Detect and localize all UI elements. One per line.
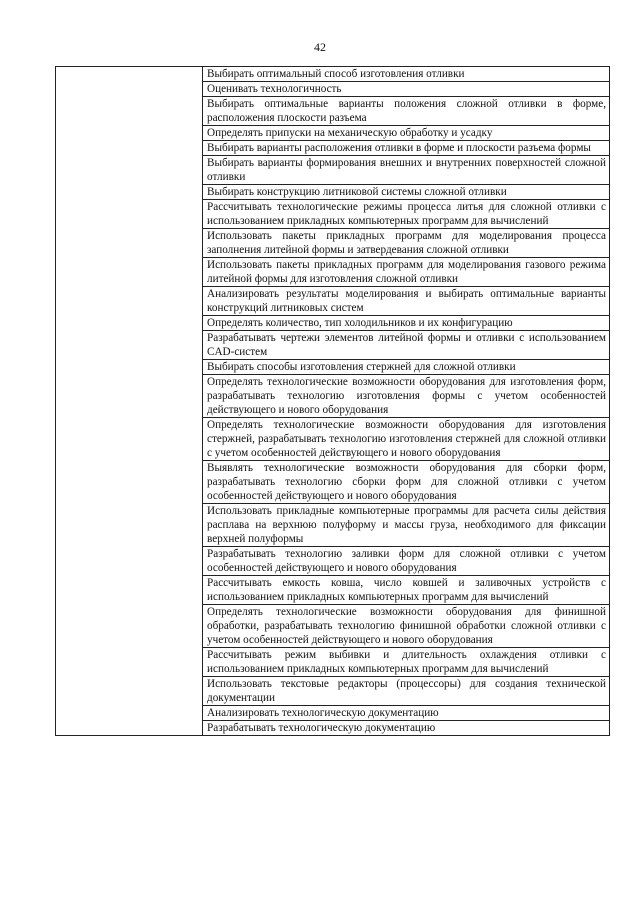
- skill-cell: Выявлять технологические возможности оборудования для сборки форм, разрабатывать технологию сборки форм для сложной отливки с учетом особенностей действующего и нового оборудования: [203, 461, 610, 504]
- skill-cell: Разрабатывать технологию заливки форм для сложной отливки с учетом особенностей действующего и нового оборудования: [203, 547, 610, 576]
- skill-cell: Выбирать оптимальные варианты положения сложной отливки в форме, расположения плоскости разъема: [203, 97, 610, 126]
- table-row: [56, 67, 610, 82]
- table-left-cell: [56, 67, 203, 736]
- skills-table: [55, 66, 610, 736]
- skill-cell: Использовать текстовые редакторы (процессоры) для создания технической документации: [203, 677, 610, 706]
- skill-cell: Анализировать технологическую документацию: [203, 706, 610, 721]
- skill-cell: Рассчитывать режим выбивки и длительность охлаждения отливки с использованием прикладных компьютерных программ для вычислений: [203, 648, 610, 677]
- skill-cell: Анализировать результаты моделирования и выбирать оптимальные варианты конструкций литниковых систем: [203, 287, 610, 316]
- skill-cell: Определять технологические возможности оборудования для финишной обработки, разрабатывать технологию финишной обработки сложной отливки с учетом особенностей действующего и нового оборудования: [203, 605, 610, 648]
- skill-cell: Рассчитывать емкость ковша, число ковшей и заливочных устройств с использованием прикладных компьютерных программ для вычислений: [203, 576, 610, 605]
- skill-cell: Выбирать конструкцию литниковой системы сложной отливки: [203, 185, 610, 200]
- skill-cell: Разрабатывать чертежи элементов литейной формы и отливки с использованием CAD-систем: [203, 331, 610, 360]
- skill-cell: Рассчитывать технологические режимы процесса литья для сложной отливки с использованием прикладных компьютерных программ для вычислений: [203, 200, 610, 229]
- skill-cell: Выбирать способы изготовления стержней для сложной отливки: [203, 360, 610, 375]
- skill-cell: Определять технологические возможности оборудования для изготовления форм, разрабатывать технологию изготовления формы с учетом особенностей действующего и нового оборудования: [203, 375, 610, 418]
- skill-cell: Определять припуски на механическую обработку и усадку: [203, 126, 610, 141]
- skills-table-body: [56, 67, 610, 736]
- skill-cell: Оценивать технологичность: [203, 82, 610, 97]
- skill-cell: Выбирать варианты расположения отливки в форме и плоскости разъема формы: [203, 141, 610, 156]
- skill-cell: Использовать пакеты прикладных программ для моделирования газового режима литейной формы для изготовления сложной отливки: [203, 258, 610, 287]
- skill-cell: Выбирать оптимальный способ изготовления отливки: [203, 67, 610, 82]
- skill-cell: Определять количество, тип холодильников и их конфигурацию: [203, 316, 610, 331]
- skill-cell: Определять технологические возможности оборудования для изготовления стержней, разрабатывать технологию изготовления стержней для сложной отливки с учетом особенностей действующего и нового оборудования: [203, 418, 610, 461]
- skill-cell: Использовать пакеты прикладных программ для моделирования процесса заполнения литейной формы и затвердевания сложной отливки: [203, 229, 610, 258]
- skill-cell: Выбирать варианты формирования внешних и внутренних поверхностей сложной отливки: [203, 156, 610, 185]
- page-number: 42: [314, 40, 326, 54]
- skill-cell: Разрабатывать технологическую документацию: [203, 721, 610, 736]
- skill-cell: Использовать прикладные компьютерные программы для расчета силы действия расплава на верхнюю полуформу и массы груза, необходимого для фиксации верхней полуформы: [203, 504, 610, 547]
